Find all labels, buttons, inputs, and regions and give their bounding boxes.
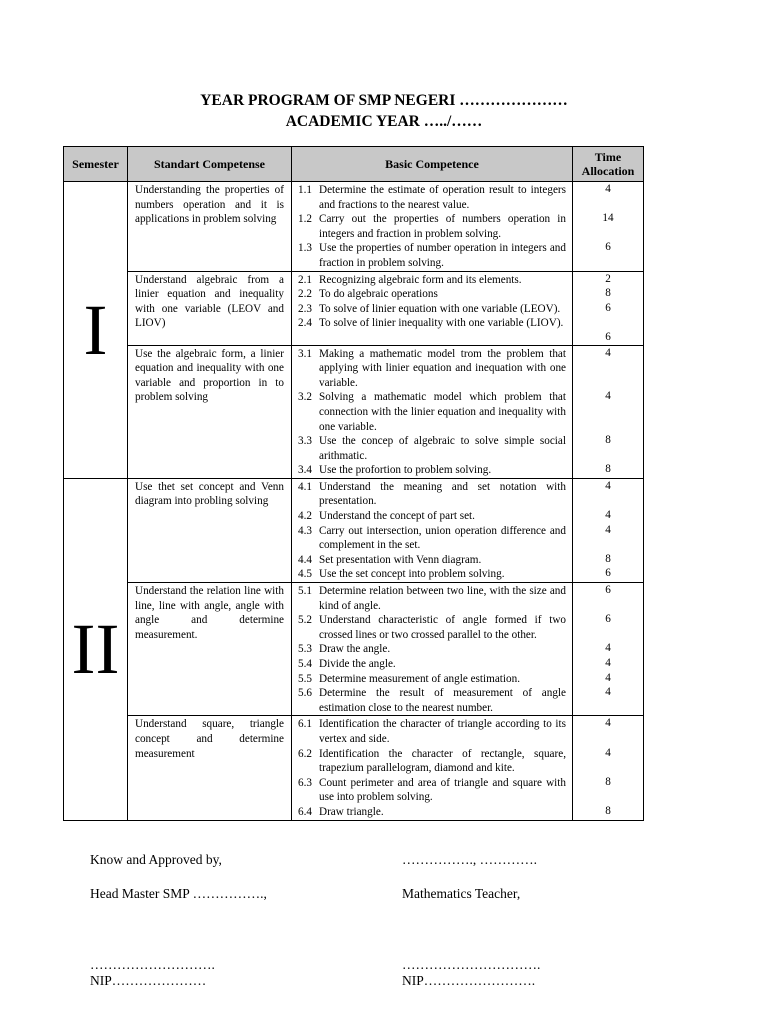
basic-competence-item — [298, 302, 566, 317]
basic-competence-item — [298, 509, 566, 524]
time-value: 6 — [605, 584, 611, 597]
competence-text: Use the set concept into problem solving. — [319, 568, 505, 581]
competence-number: 6.2 — [298, 747, 312, 760]
competence-text: Draw the angle. — [319, 643, 391, 656]
basic-competence-item — [298, 613, 566, 642]
competence-number: 3.3 — [298, 435, 312, 448]
time-value: 4 — [605, 746, 611, 759]
standard-competence-cell: Use the algebraic form, a linier equation and inequality with one variable and proportion in to problem solving — [128, 345, 292, 478]
basic-competence-cell — [292, 271, 573, 345]
basic-competence-cell — [292, 583, 573, 716]
competence-number: 5.4 — [298, 658, 312, 670]
basic-competence-item — [298, 642, 566, 657]
time-value: 2 — [605, 272, 611, 285]
basic-competence-item — [298, 390, 566, 434]
competence-text: Use the properties of number operation in integers and fraction in problem solving. — [319, 242, 566, 269]
time-value: 4 — [605, 523, 611, 536]
time-allocation-cell — [573, 182, 644, 272]
table-row — [64, 583, 644, 716]
header-time-allocation: Time Allocation — [573, 147, 644, 182]
time-value: 4 — [605, 657, 611, 669]
basic-competence-cell — [292, 716, 573, 820]
competence-number: 6.3 — [298, 776, 312, 789]
competence-number: 2.1 — [298, 273, 312, 286]
time-allocation-cell — [573, 716, 644, 820]
competence-text: Solving a mathematic model which problem that connection with the linier equation and inequality with one variable. — [319, 391, 566, 433]
competence-text: To do algebraic operations — [319, 288, 438, 301]
basic-competence-item — [298, 273, 566, 288]
table-header-row — [64, 147, 644, 182]
competence-number: 5.3 — [298, 643, 312, 656]
table-body — [64, 182, 644, 821]
competence-text: Understand the meaning and set notation with presentation. — [319, 480, 566, 508]
teacher-signature-line: …………………………. — [402, 957, 541, 972]
time-value: 4 — [605, 509, 611, 522]
competence-number: 2.3 — [298, 302, 312, 315]
basic-competence-item — [298, 657, 566, 672]
document-subtitle: ACADEMIC YEAR …../…… — [285, 113, 483, 130]
basic-competence-item — [298, 805, 566, 820]
basic-competence-cell — [292, 182, 573, 272]
time-value: 4 — [605, 642, 611, 655]
basic-competence-item — [298, 776, 566, 805]
semester-label: II — [64, 478, 128, 820]
competence-text: To solve of linier inequality with one variable (LIOV). — [319, 317, 564, 330]
basic-competence-item — [298, 480, 566, 509]
time-value: 4 — [605, 479, 611, 492]
basic-competence-item — [298, 524, 566, 553]
basic-competence-item — [298, 434, 566, 463]
competence-text: Understand the concept of part set. — [319, 510, 475, 523]
competence-text: Use the profortion to problem solving. — [319, 464, 492, 477]
competence-text: Carry out intersection, union operation difference and complement in the set. — [319, 524, 566, 552]
competence-text: Set presentation with Venn diagram. — [319, 553, 482, 566]
standard-competence-cell: Understanding the properties of numbers operation and it is applications in problem solving — [128, 182, 292, 272]
table-row — [64, 182, 644, 272]
head-master-label: Head Master SMP ……………., — [90, 886, 267, 901]
competence-number: 5.6 — [298, 687, 312, 700]
competence-text: To solve of linier equation with one variable (LEOV). — [319, 302, 561, 315]
standard-competence-cell: Understand square, triangle concept and determine measurement — [128, 716, 292, 820]
competence-text: Determine the estimate of operation result to integers and fractions to the nearest value. — [319, 184, 566, 211]
time-value: 4 — [605, 183, 611, 195]
semester-label: I — [64, 182, 128, 479]
competence-text: Recognizing algebraic form and its elements. — [319, 273, 522, 286]
competence-number: 4.2 — [298, 510, 312, 523]
competence-number: 6.4 — [298, 805, 312, 818]
competence-text: Use the concep of algebraic to solve simple social arithmatic. — [319, 435, 566, 462]
competence-number: 4.1 — [298, 480, 312, 493]
time-value: 8 — [605, 552, 611, 565]
table-row — [64, 716, 644, 820]
time-value: 6 — [605, 567, 611, 580]
competence-number: 5.5 — [298, 672, 312, 685]
time-allocation-cell — [573, 345, 644, 478]
time-value: 8 — [605, 804, 611, 817]
competence-text: Determine measurement of angle estimation. — [319, 672, 520, 685]
time-value: 6 — [605, 241, 611, 254]
table-row — [64, 478, 644, 582]
header-basic-competence: Basic Competence — [292, 147, 573, 182]
time-value: 6 — [605, 330, 611, 343]
time-value: 6 — [605, 613, 611, 626]
basic-competence-item — [298, 183, 566, 212]
header-standard-competence: Standart Competense — [128, 147, 292, 182]
competence-number: 6.1 — [298, 718, 312, 731]
basic-competence-item — [298, 316, 566, 331]
basic-competence-item — [298, 212, 566, 241]
competence-number: 5.2 — [298, 614, 312, 627]
table-row — [64, 271, 644, 345]
place-date-line: ……………., …………. — [402, 852, 537, 867]
competence-number: 4.3 — [298, 524, 312, 537]
competence-text: Determine relation between two line, with the size and kind of angle. — [319, 585, 566, 612]
time-value: 8 — [605, 775, 611, 788]
competence-text: Understand characteristic of angle formed if two crossed lines or two crossed parallel to the other. — [319, 614, 566, 641]
competence-text: Making a mathematic model trom the problem that applying with linier equation and inequation with one variable. — [319, 347, 566, 389]
competence-number: 2.2 — [298, 288, 312, 301]
competence-number: 1.1 — [298, 184, 312, 196]
competence-text: Draw triangle. — [319, 805, 384, 818]
competence-text: Identification the character of rectangle, square, trapezium parallelogram, diamond and kite. — [319, 747, 566, 775]
basic-competence-item — [298, 553, 566, 568]
time-allocation-cell — [573, 271, 644, 345]
competence-number: 4.5 — [298, 568, 312, 581]
time-value: 4 — [605, 686, 611, 699]
approved-label: Know and Approved by, — [90, 852, 222, 867]
document-title: YEAR PROGRAM OF SMP NEGERI ………………… — [200, 92, 568, 109]
competence-number: 3.4 — [298, 464, 312, 477]
time-value: 4 — [605, 346, 611, 359]
basic-competence-item — [298, 567, 566, 582]
competence-number: 1.2 — [298, 213, 312, 226]
teacher-nip: NIP……………………. — [402, 973, 536, 988]
year-program-table — [63, 146, 644, 821]
competence-number: 3.1 — [298, 347, 312, 360]
competence-text: Divide the angle. — [319, 658, 396, 670]
competence-number: 2.4 — [298, 317, 312, 330]
basic-competence-item — [298, 584, 566, 613]
competence-text: Carry out the properties of numbers operation in integers and fraction in problem solving. — [319, 213, 566, 240]
time-allocation-cell — [573, 583, 644, 716]
time-value: 8 — [605, 463, 611, 476]
basic-competence-item — [298, 686, 566, 715]
time-value: 4 — [605, 717, 611, 730]
competence-text: Count perimeter and area of triangle and square with use into problem solving. — [319, 776, 566, 804]
time-value: 4 — [605, 671, 611, 684]
basic-competence-item — [298, 463, 566, 478]
basic-competence-cell — [292, 345, 573, 478]
competence-number: 1.3 — [298, 242, 312, 255]
competence-text: Identification the character of triangle according to its vertex and side. — [319, 718, 566, 745]
time-value: 4 — [605, 390, 611, 403]
head-master-nip: NIP………………… — [90, 973, 207, 988]
basic-competence-item — [298, 241, 566, 270]
time-value: 6 — [605, 301, 611, 314]
time-value: 8 — [605, 434, 611, 447]
basic-competence-item — [298, 347, 566, 391]
time-allocation-cell — [573, 478, 644, 582]
time-value: 14 — [602, 212, 614, 225]
time-value: 8 — [605, 287, 611, 300]
competence-number: 4.4 — [298, 553, 312, 566]
competence-number: 5.1 — [298, 585, 312, 598]
basic-competence-item — [298, 717, 566, 746]
header-semester: Semester — [64, 147, 128, 182]
basic-competence-cell — [292, 478, 573, 582]
basic-competence-item — [298, 747, 566, 776]
competence-text: Determine the result of measurement of angle estimation close to the nearest number. — [319, 687, 566, 714]
standard-competence-cell: Understand the relation line with line, line with angle, angle with angle and determine measurement. — [128, 583, 292, 716]
head-master-signature-line: ………………………. — [90, 957, 215, 972]
basic-competence-item — [298, 287, 566, 302]
standard-competence-cell: Use thet set concept and Venn diagram into probling solving — [128, 478, 292, 582]
basic-competence-item — [298, 672, 566, 687]
competence-number: 3.2 — [298, 391, 312, 404]
teacher-label: Mathematics Teacher, — [402, 886, 521, 901]
table-row — [64, 345, 644, 478]
standard-competence-cell: Understand algebraic from a linier equation and inequality with one variable (LEOV and LIOV) — [128, 271, 292, 345]
